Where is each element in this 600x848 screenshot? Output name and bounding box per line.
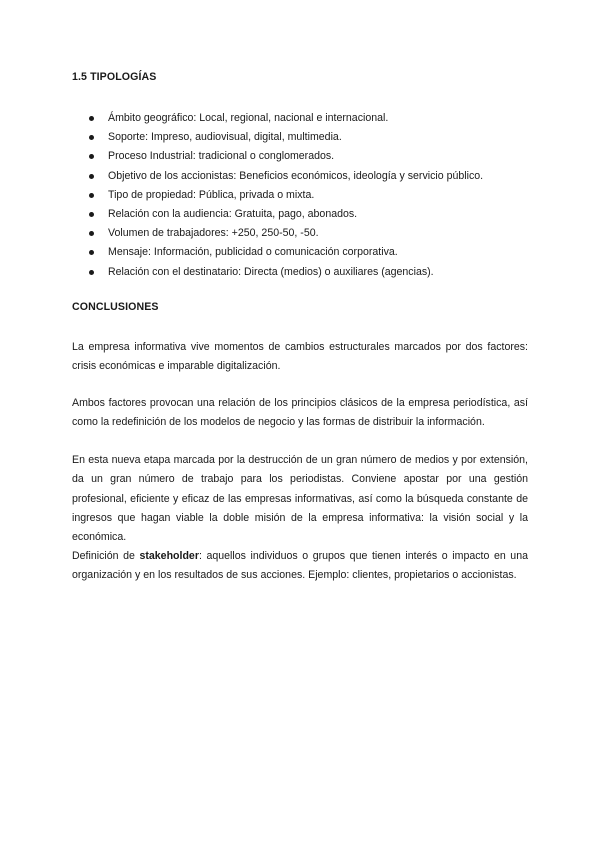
bullet-icon [89, 154, 94, 159]
bullet-icon [89, 174, 94, 179]
bullet-icon [89, 231, 94, 236]
bullet-icon [89, 116, 94, 121]
bullet-icon [89, 250, 94, 255]
section-heading-tipologias: 1.5 TIPOLOGÍAS [72, 71, 157, 83]
list-item-text: Soporte: Impreso, audiovisual, digital, multimedia. [108, 131, 342, 144]
stakeholder-term: stakeholder [139, 550, 199, 562]
list-item [89, 205, 483, 224]
list-item-text: Objetivo de los accionistas: Beneficios económicos, ideología y servicio público. [108, 169, 484, 182]
list-item [89, 147, 483, 166]
list-item-text: Ámbito geográfico: Local, regional, nacional e internacional. [108, 112, 389, 124]
section-heading-conclusiones: CONCLUSIONES [72, 301, 159, 313]
list-item-text: Proceso Industrial: tradicional o conglomerados. [108, 150, 335, 163]
bullet-icon [89, 193, 94, 198]
list-item [89, 224, 483, 243]
list-item [89, 263, 483, 282]
definition-text: : aquellos individuos o grupos que tienen interés o impacto en una organización y en los resultados de sus acciones. Ejemplo: clientes, propietarios o accionistas. [72, 550, 528, 582]
list-item-text: Relación con el destinatario: Directa (medios) o auxiliares (agencias). [108, 265, 434, 278]
tipologias-list [89, 109, 483, 282]
list-item [89, 186, 483, 205]
list-item [89, 128, 483, 147]
list-item [89, 243, 483, 262]
bullet-icon [89, 135, 94, 140]
list-item-text: Relación con la audiencia: Gratuita, pago, abonados. [108, 207, 358, 220]
bullet-icon [89, 270, 94, 275]
paragraph-stakeholder-definition [72, 547, 528, 586]
list-item [89, 167, 483, 186]
definition-prefix: Definición de [72, 550, 140, 562]
list-item-text: Volumen de trabajadores: +250, 250-50, -50. [108, 227, 319, 240]
list-item [89, 109, 483, 128]
paragraph-cambios-estructurales: La empresa informativa vive momentos de cambios estructurales marcados por dos factores: crisis económicas e imparable digitalización. [72, 341, 528, 373]
paragraph-principios-clasicos: Ambos factores provocan una relación de los principios clásicos de la empresa periodística, así como la redefinición de los modelos de negocio y las formas de distribuir la información. [72, 397, 528, 429]
list-item-text: Tipo de propiedad: Pública, privada o mixta. [108, 188, 315, 201]
list-item-text: Mensaje: Información, publicidad o comunicación corporativa. [108, 246, 398, 259]
paragraph-nueva-etapa: En esta nueva etapa marcada por la destrucción de un gran número de medios y por extensión, da un gran número de trabajo para los periodistas. Conviene apostar por una gestión profesional, eficiente y eficaz de las empresas informativas, así como la búsqueda constante de ingresos que hagan viable la doble misión de la empresa informativa: la visión social y la económica. [72, 454, 528, 544]
bullet-icon [89, 212, 94, 217]
